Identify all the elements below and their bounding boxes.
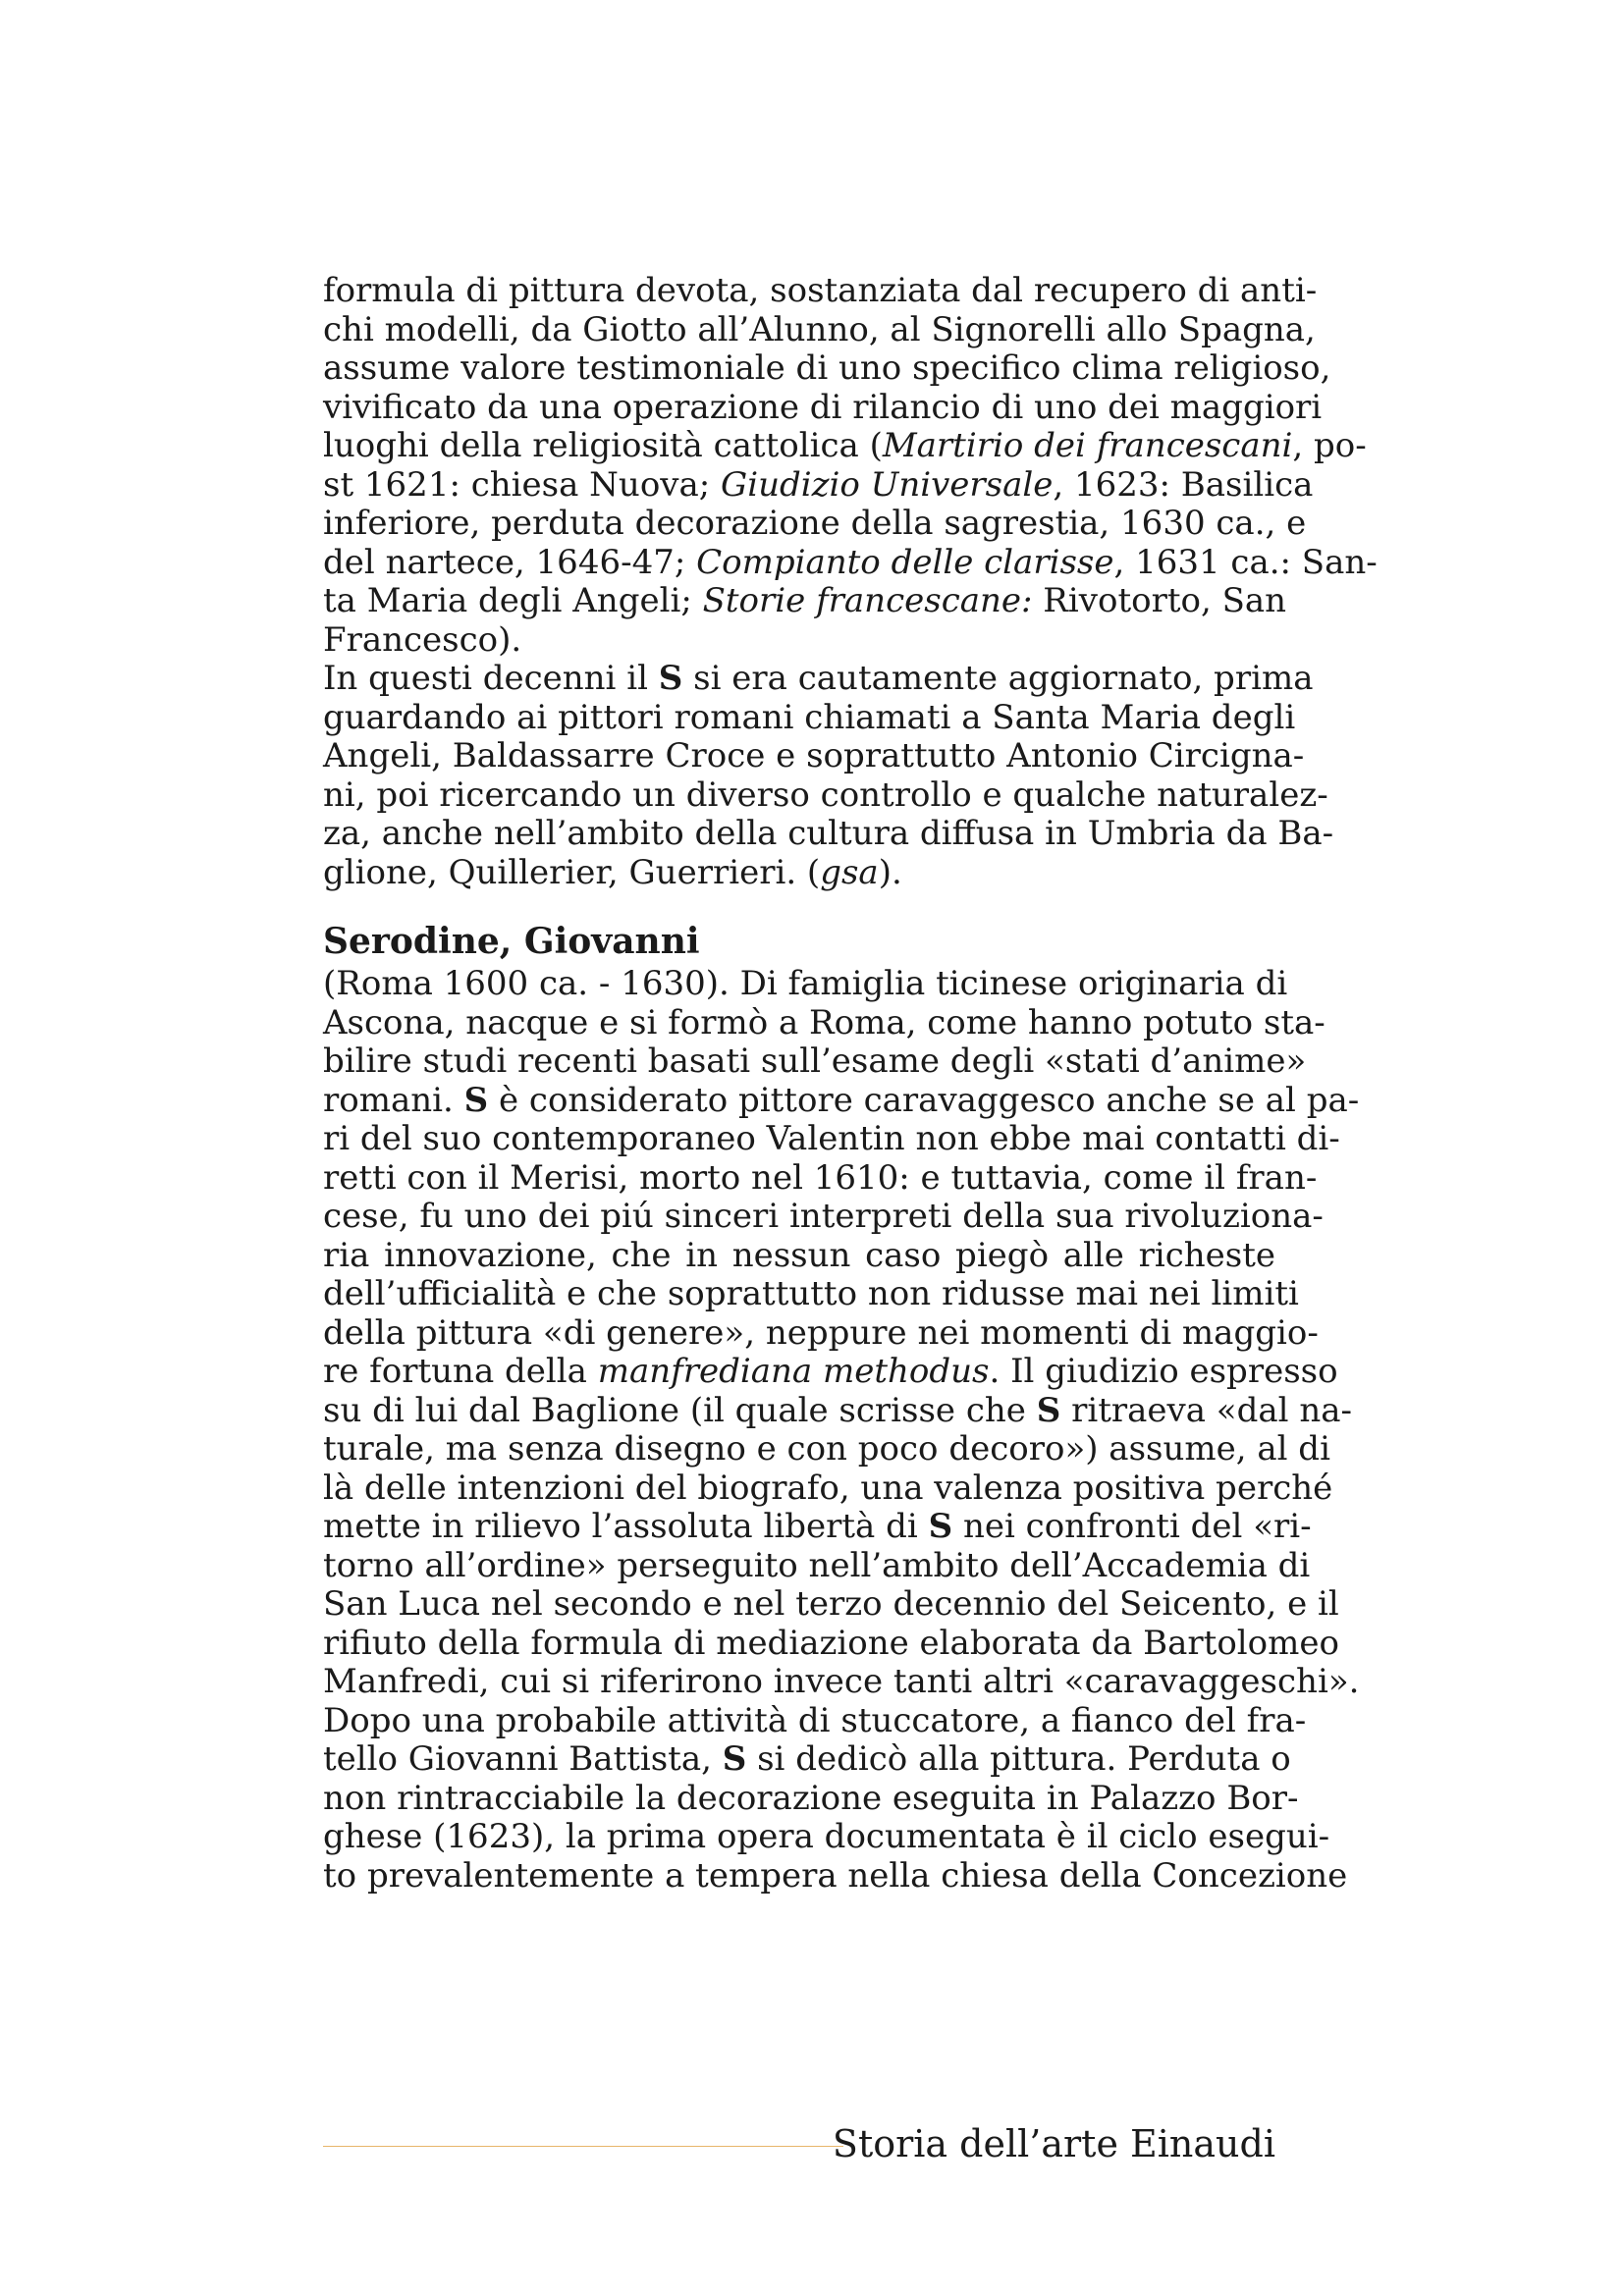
text-line: chi modelli, da Giotto all’Alunno, al Signorelli allo Spagna, bbox=[323, 309, 1316, 349]
text-line: romani. S è considerato pittore caravaggesco anche se al pa- bbox=[323, 1080, 1360, 1120]
text-line: ria innovazione, che in nessun caso piegò alle richeste bbox=[323, 1235, 1275, 1275]
text-line: su di lui dal Baglione (il quale scrisse che S ritraeva «dal na- bbox=[323, 1390, 1352, 1430]
text-line: ri del suo contemporaneo Valentin non ebbe mai contatti di- bbox=[323, 1119, 1340, 1158]
text-line: ni, poi ricercando un diverso controllo e qualche naturalez- bbox=[323, 774, 1328, 815]
text-line: formula di pittura devota, sostanziata dal recupero di anti- bbox=[323, 271, 1318, 310]
text-line: retti con il Merisi, morto nel 1610: e tuttavia, come il fran- bbox=[323, 1157, 1318, 1198]
page-footer bbox=[323, 2120, 1275, 2169]
text-line: tello Giovanni Battista, S si dedicò alla pittura. Perduta o bbox=[323, 1739, 1291, 1779]
text-line: Ascona, nacque e si formò a Roma, come hanno potuto sta- bbox=[323, 1002, 1325, 1042]
text-line: Dopo una probabile attività di stuccatore, a fianco del fra- bbox=[323, 1700, 1307, 1740]
text-line: guardando ai pittori romani chiamati a Santa Maria degli bbox=[323, 697, 1296, 737]
text-line: mette in rilievo l’assoluta libertà di S nei confronti del «ri- bbox=[323, 1507, 1312, 1546]
text-line: Manfredi, cui si riferirono invece tanti altri «caravaggeschi». bbox=[323, 1662, 1360, 1701]
text-line: re fortuna della manfrediana methodus. Il giudizio espresso bbox=[323, 1352, 1338, 1391]
text-line: del nartece, 1646-47; Compianto delle clarisse, 1631 ca.: San- bbox=[323, 542, 1378, 582]
text-line: za, anche nell’ambito della cultura diffusa in Umbria da Ba- bbox=[323, 814, 1334, 853]
text-line: assume valore testimoniale di uno specifico clima religioso, bbox=[323, 348, 1331, 388]
text-line: st 1621: chiesa Nuova; Giudizio Universale, 1623: Basilica bbox=[323, 464, 1314, 505]
text-line: bilire studi recenti basati sull’esame degli «stati d’anime» bbox=[323, 1041, 1307, 1081]
text-line: vivificato da una operazione di rilancio di uno dei maggiori bbox=[323, 387, 1323, 427]
text-line: turale, ma senza disegno e con poco decoro») assume, al di bbox=[323, 1429, 1330, 1468]
text-line: dell’ufficialità e che soprattutto non ridusse mai nei limiti bbox=[323, 1274, 1299, 1313]
text-line: In questi decenni il S si era cautamente aggiornato, prima bbox=[323, 659, 1314, 698]
text-line: non rintracciabile la decorazione eseguita in Palazzo Bor- bbox=[323, 1778, 1299, 1818]
text-line: Francesco). bbox=[323, 619, 522, 660]
text-line: Angeli, Baldassarre Croce e soprattutto Antonio Circigna- bbox=[323, 736, 1305, 775]
entry-title: Serodine, Giovanni bbox=[323, 921, 700, 962]
footer-publisher: Storia dell’arte Einaudi bbox=[832, 2122, 1275, 2165]
page-content bbox=[323, 271, 1378, 1896]
text-line: ghese (1623), la prima opera documentata è il ciclo esegui- bbox=[323, 1817, 1330, 1856]
text-line: della pittura «di genere», neppure nei momenti di maggio- bbox=[323, 1312, 1319, 1353]
text-line: cese, fu uno dei piú sinceri interpreti della sua rivoluziona- bbox=[323, 1197, 1324, 1236]
text-line: là delle intenzioni del biografo, una valenza positiva perché bbox=[323, 1468, 1333, 1508]
footer-rule bbox=[323, 2146, 843, 2147]
text-line: to prevalentemente a tempera nella chiesa della Concezione bbox=[323, 1855, 1348, 1896]
text-line: torno all’ordine» perseguito nell’ambito dell’Accademia di bbox=[323, 1545, 1311, 1585]
text-line: glione, Quillerier, Guerrieri. (gsa). bbox=[323, 852, 902, 892]
text-line: inferiore, perduta decorazione della sagrestia, 1630 ca., e bbox=[323, 504, 1307, 543]
text-line: (Roma 1600 ca. - 1630). Di famiglia ticinese originaria di bbox=[323, 964, 1288, 1003]
text-line: ta Maria degli Angeli; Storie francescane: Rivotorto, San bbox=[323, 581, 1287, 620]
text-line: luoghi della religiosità cattolica (Martirio dei francescani, po- bbox=[323, 426, 1367, 465]
text-line: rifiuto della formula di mediazione elaborata da Bartolomeo bbox=[323, 1623, 1339, 1663]
text-line: San Luca nel secondo e nel terzo decennio del Seicento, e il bbox=[323, 1584, 1339, 1624]
